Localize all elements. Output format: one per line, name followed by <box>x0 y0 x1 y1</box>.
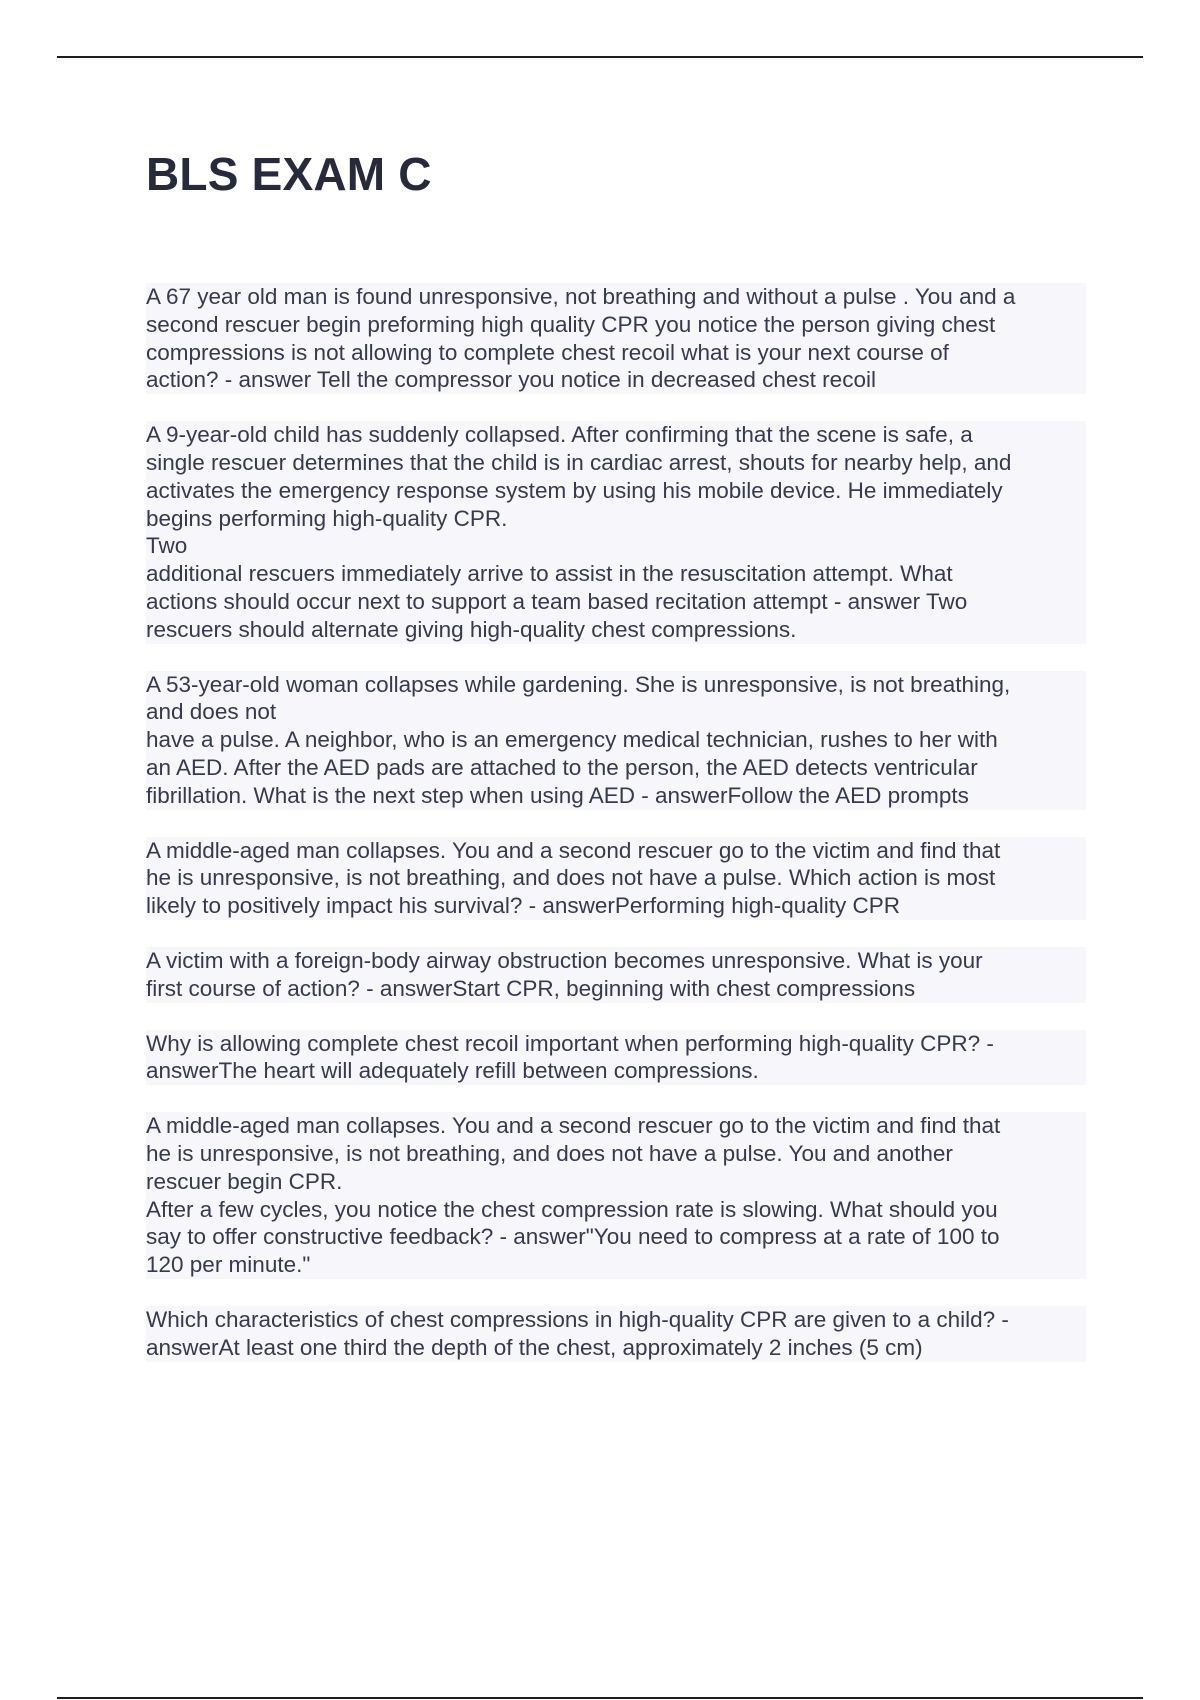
bottom-divider <box>57 1697 1143 1699</box>
qa-text-line: single rescuer determines that the child is in cardiac arrest, shouts for nearby help, and <box>146 449 1012 475</box>
qa-text-line: first course of action? - answerStart CPR, beginning with chest compressions <box>146 975 916 1001</box>
qa-entry <box>146 1030 1086 1086</box>
qa-text-line: and does not <box>146 699 277 725</box>
qa-text-line: he is unresponsive, is not breathing, and does not have a pulse. Which action is most <box>146 865 996 891</box>
qa-text-line: action? - answer Tell the compressor you notice in decreased chest recoil <box>146 367 876 393</box>
qa-text-line: actions should occur next to support a team based recitation attempt - answer Two <box>146 588 968 614</box>
qa-text-line: compressions is not allowing to complete chest recoil what is your next course of <box>146 339 949 365</box>
qa-text-line: A 9-year-old child has suddenly collapsed. After confirming that the scene is safe, a <box>146 422 973 448</box>
qa-text-line: A middle-aged man collapses. You and a second rescuer go to the victim and find that <box>146 837 1001 863</box>
qa-text-line: say to offer constructive feedback? - answer"You need to compress at a rate of 100 to <box>146 1224 1000 1250</box>
qa-text-line: rescuers should alternate giving high-quality chest compressions. <box>146 616 797 642</box>
qa-text-line: A middle-aged man collapses. You and a second rescuer go to the victim and find that <box>146 1113 1001 1139</box>
qa-text-line: Which characteristics of chest compressions in high-quality CPR are given to a child? - <box>146 1306 1009 1332</box>
qa-entry <box>146 283 1086 394</box>
page-title: BLS EXAM C <box>146 148 432 200</box>
qa-text-line: activates the emergency response system by using his mobile device. He immediately <box>146 477 1003 503</box>
qa-text-line: Why is allowing complete chest recoil important when performing high-quality CPR? - <box>146 1030 994 1056</box>
qa-text-line: likely to positively impact his survival? - answerPerforming high-quality CPR <box>146 893 901 919</box>
qa-text-line: A victim with a foreign-body airway obstruction becomes unresponsive. What is your <box>146 947 983 973</box>
qa-text-line: fibrillation. What is the next step when using AED - answerFollow the AED prompts <box>146 782 969 808</box>
qa-text-line: begins performing high-quality CPR. <box>146 505 508 531</box>
qa-entry <box>146 837 1086 920</box>
qa-text-line: Two <box>146 533 188 559</box>
qa-entry <box>146 1306 1086 1362</box>
qa-text-line: rescuer begin CPR. <box>146 1168 343 1194</box>
qa-entry <box>146 671 1086 810</box>
qa-text-line: 120 per minute." <box>146 1252 311 1278</box>
qa-text-line: answerThe heart will adequately refill between compressions. <box>146 1058 759 1084</box>
qa-text-line: A 53-year-old woman collapses while gardening. She is unresponsive, is not breathing, <box>146 671 1011 697</box>
top-divider <box>57 56 1143 58</box>
qa-text-line: have a pulse. A neighbor, who is an emergency medical technician, rushes to her with <box>146 727 998 753</box>
qa-entry <box>146 421 1086 643</box>
qa-entry <box>146 1112 1086 1279</box>
qa-text-line: an AED. After the AED pads are attached to the person, the AED detects ventricular <box>146 754 978 780</box>
qa-text-line: additional rescuers immediately arrive to assist in the resuscitation attempt. What <box>146 561 953 587</box>
qa-text-line: he is unresponsive, is not breathing, and does not have a pulse. You and another <box>146 1140 953 1166</box>
qa-text-line: second rescuer begin preforming high quality CPR you notice the person giving chest <box>146 311 996 337</box>
qa-text-line: After a few cycles, you notice the chest compression rate is slowing. What should you <box>146 1196 998 1222</box>
qa-entry <box>146 947 1086 1003</box>
qa-text-line: A 67 year old man is found unresponsive, not breathing and without a pulse . You and a <box>146 284 1016 309</box>
qa-list <box>146 283 1086 1389</box>
qa-text-line: answerAt least one third the depth of the chest, approximately 2 inches (5 cm) <box>146 1334 923 1360</box>
